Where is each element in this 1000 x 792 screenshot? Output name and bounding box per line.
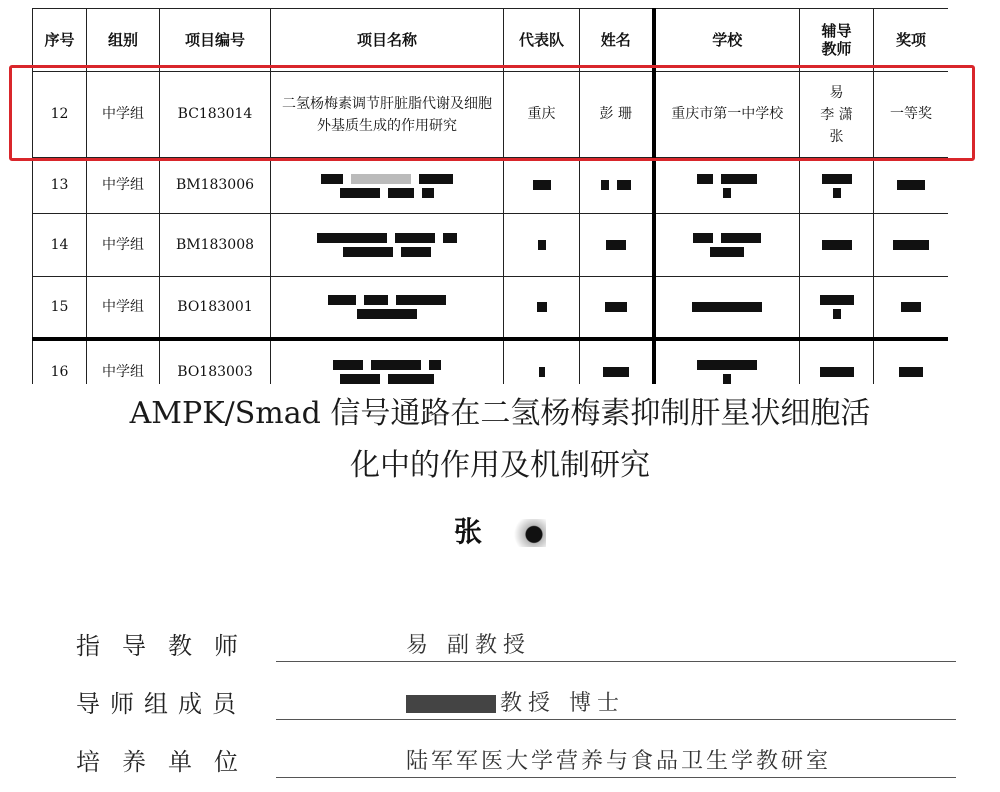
training-unit-label: 培养单位 [76,748,260,776]
redacted-cell [504,277,580,340]
author [0,510,1000,550]
redacted-cell [800,277,874,340]
cell-award: 一等奖 [874,72,949,158]
advisor-label: 指导教师 [76,632,260,660]
cell-team: 重庆 [504,72,580,158]
cell-person: 彭 珊 [580,72,654,158]
cell-no: 15 [33,277,87,340]
redacted-cell [271,158,504,214]
header-project-name: 项目名称 [271,9,504,72]
redacted-cell [580,277,654,340]
redacted-cell [580,214,654,277]
redacted-name [406,695,496,713]
advisor-underline [276,661,956,662]
cell-group: 中学组 [87,214,160,277]
header-award: 奖项 [874,9,949,72]
cell-group: 中学组 [87,339,160,384]
training-unit-value: 陆军军医大学营养与食品卫生学教研室 [406,749,832,774]
redacted-author-mark [506,519,546,547]
advisor-value: 易 副教授 [406,633,531,658]
cell-no: 12 [33,72,87,158]
cell-no: 14 [33,214,87,277]
table-row [33,158,949,214]
redacted-cell [654,158,800,214]
training-unit-row [76,738,956,778]
redacted-cell [580,339,654,384]
cell-code: BO183001 [160,277,271,340]
thesis-title [0,388,1000,492]
header-team: 代表队 [504,9,580,72]
cell-project-name: 二氢杨梅素调节肝脏脂代谢及细胞外基质生成的作用研究 [271,72,504,158]
cell-no: 16 [33,339,87,384]
tutor-group-row [76,680,956,720]
header-school: 学校 [654,9,800,72]
redacted-cell [654,277,800,340]
cell-code: BM183006 [160,158,271,214]
advisor-row [76,622,956,662]
redacted-cell [271,277,504,340]
redacted-cell [874,214,949,277]
tutor-group-value: 教授 博士 [406,686,625,717]
cell-code: BM183008 [160,214,271,277]
cell-school: 重庆市第一中学校 [654,72,800,158]
redacted-cell [800,214,874,277]
cell-group: 中学组 [87,158,160,214]
highlight-box [9,65,975,161]
redacted-cell [800,339,874,384]
redacted-cell [504,339,580,384]
redacted-cell [504,214,580,277]
thesis-title-line-2: 化中的作用及机制研究 [350,448,650,483]
cell-group: 中学组 [87,72,160,158]
cell-code: BC183014 [160,72,271,158]
cell-teacher: 易 李 潇 张 [800,72,874,158]
redacted-cell [800,158,874,214]
cell-code: BO183003 [160,339,271,384]
redacted-cell [580,158,654,214]
cell-no: 13 [33,158,87,214]
header-no: 序号 [33,9,87,72]
tutor-group-underline [276,719,956,720]
table-row [33,277,949,340]
author-name: 张 [453,515,482,548]
redacted-cell [874,277,949,340]
header-group: 组别 [87,9,160,72]
redacted-cell [654,339,800,384]
redacted-cell [504,158,580,214]
table-row [33,339,949,384]
table-row [33,214,949,277]
cell-group: 中学组 [87,277,160,340]
redacted-cell [874,339,949,384]
training-unit-underline [276,777,956,778]
redacted-cell [271,214,504,277]
thesis-title-line-1: AMPK/Smad 信号通路在二氢杨梅素抑制肝星状细胞活 [129,396,871,431]
redacted-cell [874,158,949,214]
tutor-group-label: 导师组成员 [76,690,246,718]
header-person: 姓名 [580,9,654,72]
header-teacher: 辅导 教师 [800,9,874,72]
header-code: 项目编号 [160,9,271,72]
redacted-cell [654,214,800,277]
redacted-cell [271,339,504,384]
